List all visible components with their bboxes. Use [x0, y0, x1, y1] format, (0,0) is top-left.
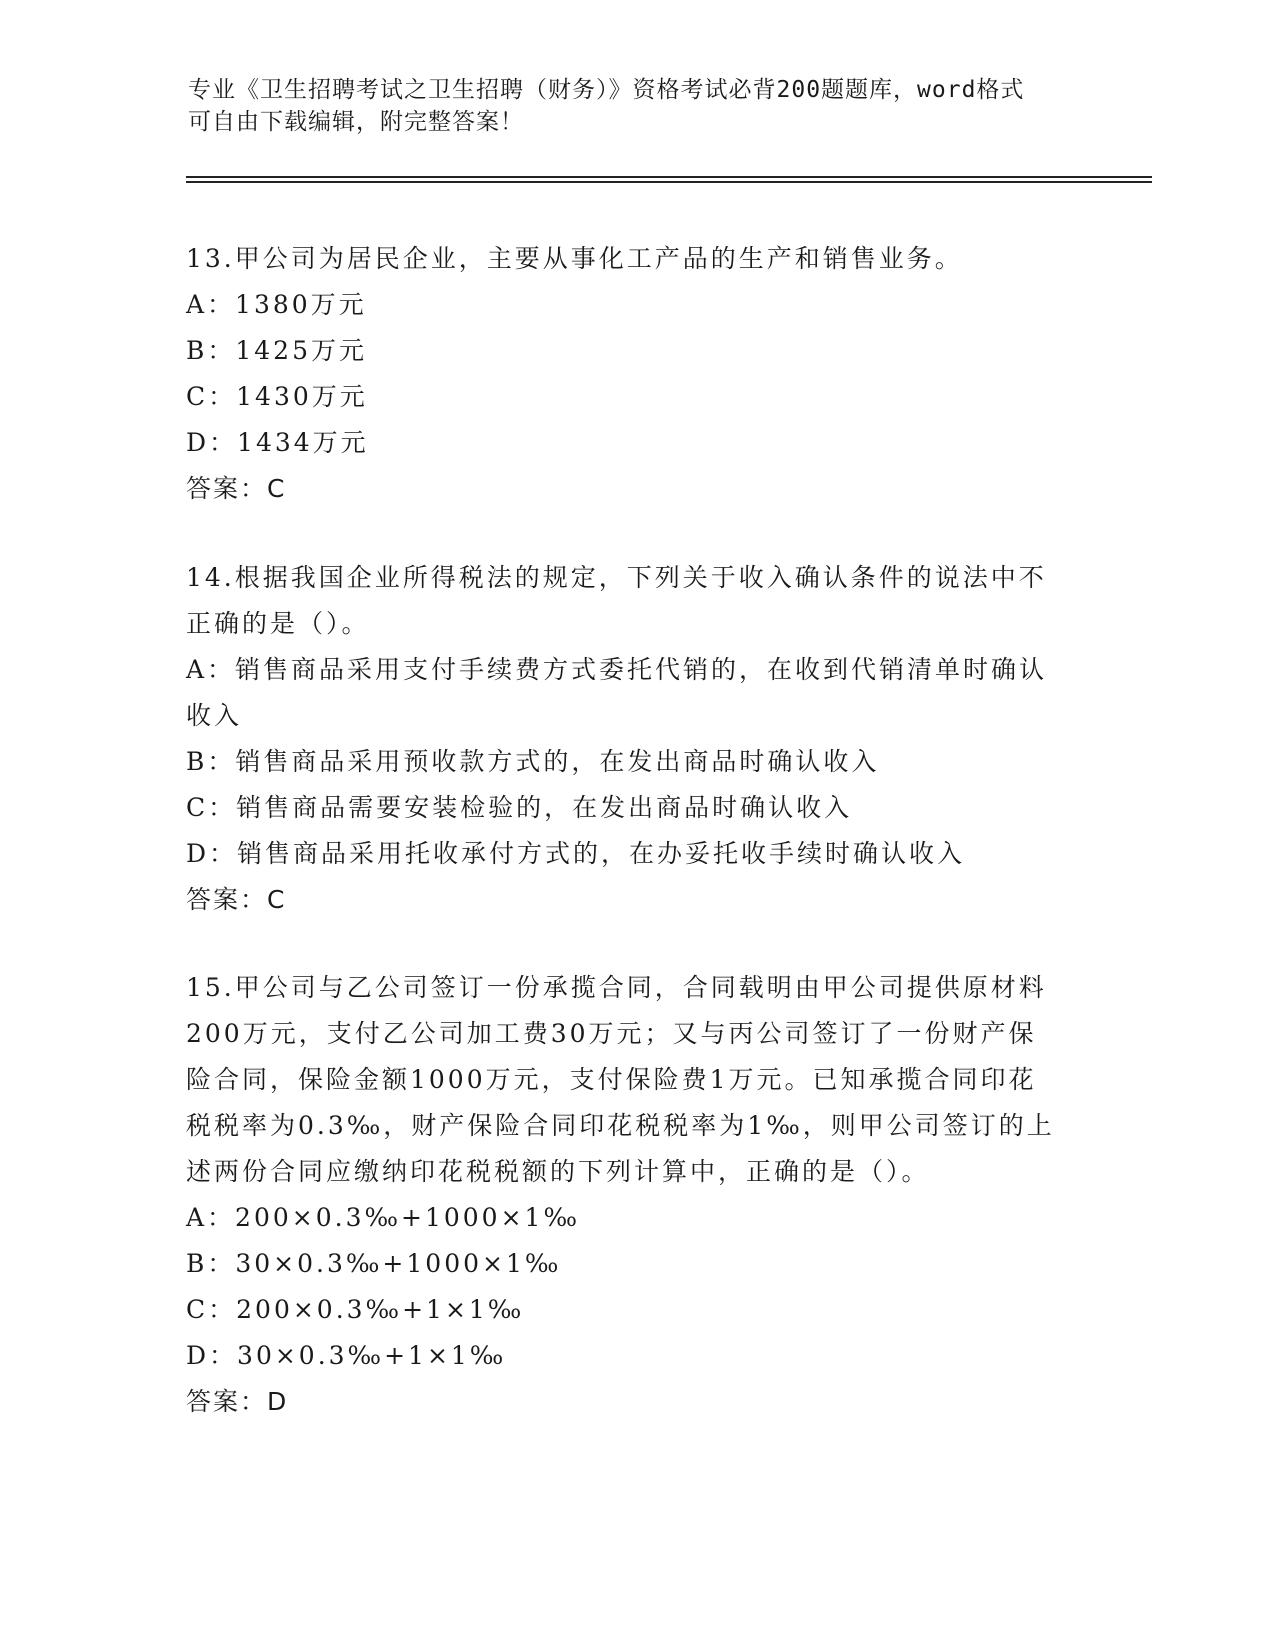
option-b: B：1425万元	[186, 336, 367, 365]
option-a-continued: 收入	[186, 701, 243, 730]
question-stem: 200万元，支付乙公司加工费30万元；又与丙公司签订了一份财产保	[186, 1019, 1037, 1048]
answer-key: 答案：C	[186, 474, 287, 503]
header-line-2: 可自由下载编辑，附完整答案！	[188, 109, 524, 135]
option-a: A：200×0.3‰+1000×1‰	[186, 1203, 580, 1232]
option-d: D：30×0.3‰+1×1‰	[186, 1341, 507, 1370]
answer-key: 答案：C	[186, 885, 287, 914]
question-stem: 14.根据我国企业所得税法的规定，下列关于收入确认条件的说法中不	[186, 563, 1047, 592]
header-divider-bottom	[186, 181, 1152, 183]
question-14	[186, 555, 1086, 923]
question-stem: 税税率为0.3‰，财产保险合同印花税税率为1‰，则甲公司签订的上	[186, 1111, 1055, 1140]
header-line-1: 专业《卫生招聘考试之卫生招聘（财务）》资格考试必背200题题库，word格式	[188, 77, 1025, 103]
answer-key: 答案：D	[186, 1387, 289, 1416]
option-a: A：1380万元	[186, 290, 367, 319]
option-d: D：1434万元	[186, 428, 369, 457]
option-c: C：200×0.3‰+1×1‰	[186, 1295, 525, 1324]
option-c: C：销售商品需要安装检验的，在发出商品时确认收入	[186, 793, 853, 822]
question-stem: 述两份合同应缴纳印花税税额的下列计算中，正确的是（）。	[186, 1157, 930, 1186]
option-a: A：销售商品采用支付手续费方式委托代销的，在收到代销清单时确认	[186, 655, 1048, 684]
question-15	[186, 965, 1086, 1425]
option-c: C：1430万元	[186, 382, 368, 411]
option-b: B：销售商品采用预收款方式的，在发出商品时确认收入	[186, 747, 880, 776]
question-13	[186, 236, 1086, 512]
question-stem: 13.甲公司为居民企业，主要从事化工产品的生产和销售业务。	[186, 244, 963, 273]
question-stem: 15.甲公司与乙公司签订一份承揽合同，合同载明由甲公司提供原材料	[186, 973, 1047, 1002]
question-stem: 正确的是（）。	[186, 609, 370, 638]
question-stem: 险合同，保险金额1000万元，支付保险费1万元。已知承揽合同印花	[186, 1065, 1037, 1094]
option-b: B：30×0.3‰+1000×1‰	[186, 1249, 562, 1278]
option-d: D：销售商品采用托收承付方式的，在办妥托收手续时确认收入	[186, 839, 966, 868]
header-divider-top	[186, 176, 1152, 178]
document-header	[188, 74, 1088, 138]
